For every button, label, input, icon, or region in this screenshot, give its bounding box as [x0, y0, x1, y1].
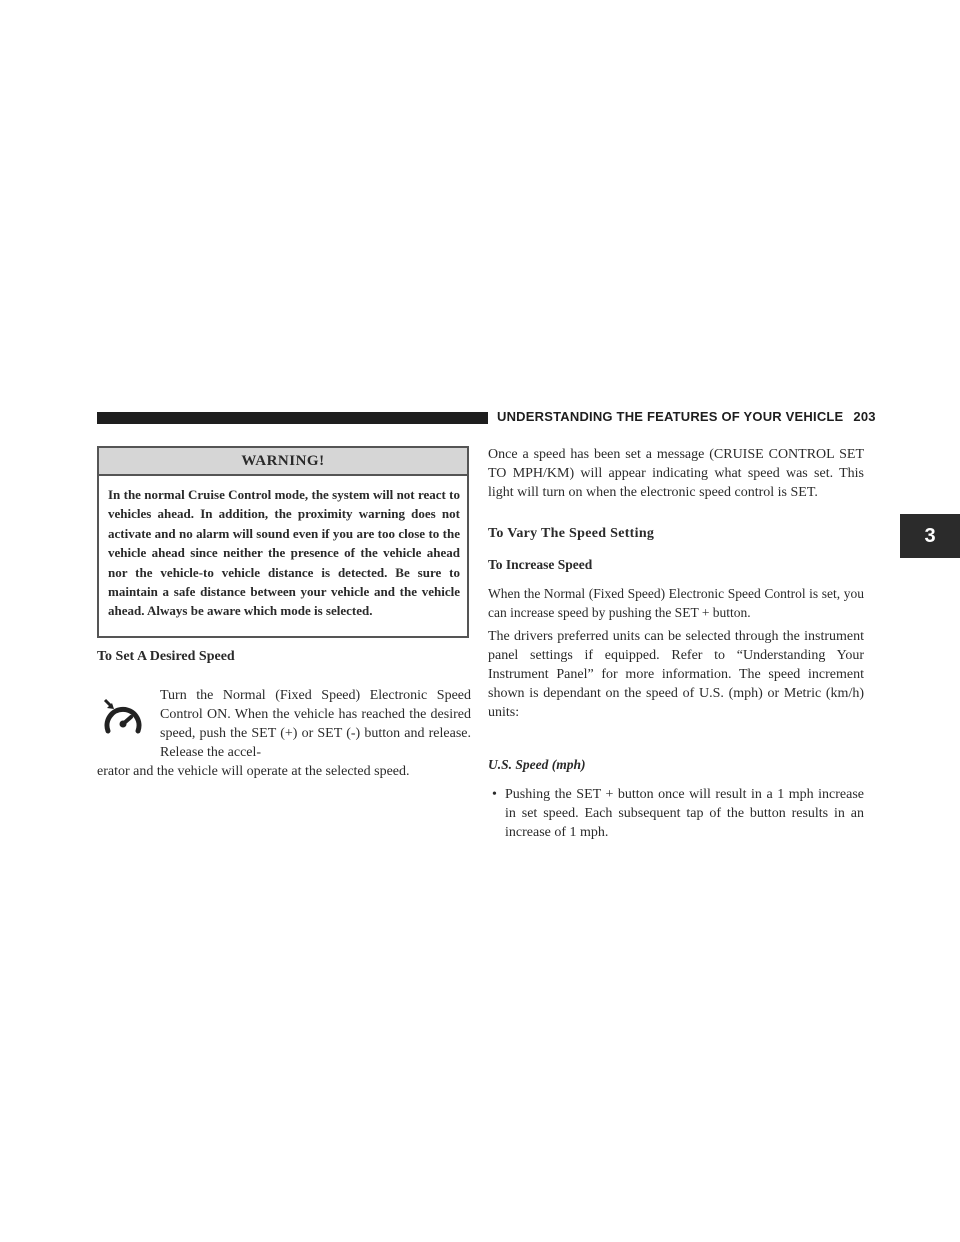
units-paragraph: The drivers preferred units can be selected through the instrument panel settings if equipped. Refer to “Understanding Your Instrument Panel” for more information. The speed increment shown is dependant on the speed of U.S. (mph) or Metric (km/h) units:	[488, 629, 864, 720]
running-header	[497, 409, 877, 424]
cruise-message-paragraph: Once a speed has been set a message (CRUISE CONTROL SET TO MPH/KM) will appear indicating what speed was set. This light will turn on when the electronic speed control is SET.	[488, 447, 864, 500]
heading-increase-speed: To Increase Speed	[488, 557, 593, 572]
set-speed-paragraph-end: erator and the vehicle will operate at the selected speed.	[97, 764, 410, 779]
warning-title: WARNING!	[99, 448, 467, 476]
set-speed-paragraph: Turn the Normal (Fixed Speed) Electronic Speed Control ON. When the vehicle has reached the desired speed, push the SET (+) or SET (-) button and release. Release the accel-	[160, 688, 471, 760]
header-bar	[97, 412, 488, 424]
increase-speed-paragraph: When the Normal (Fixed Speed) Electronic Speed Control is set, you can increase speed by pushing the SET + button.	[488, 586, 864, 620]
heading-vary-speed: To Vary The Speed Setting	[488, 526, 655, 541]
bullet-item	[488, 785, 864, 842]
chapter-tab: 3	[900, 514, 960, 558]
bullet-text: Pushing the SET + button once will result in a 1 mph increase in set speed. Each subsequent tap of the button results in an increase of 1 mph.	[505, 787, 864, 840]
speedometer-icon	[100, 697, 146, 743]
page-number: 203	[853, 409, 876, 424]
header-title: UNDERSTANDING THE FEATURES OF YOUR VEHICLE	[497, 409, 844, 424]
heading-set-desired-speed: To Set A Desired Speed	[97, 649, 235, 664]
warning-box	[97, 446, 469, 638]
bullet-dot: •	[492, 787, 497, 802]
warning-body: In the normal Cruise Control mode, the system will not react to vehicles ahead. In addition, the proximity warning does not activate and no alarm will sound even if you are too close to the vehicle ahead since neither the presence of the vehicle ahead nor the vehicle-to vehicle distance is detected. Be sure to maintain a safe distance between your vehicle and the vehicle ahead. Always be aware which mode is selected.	[108, 487, 460, 619]
heading-us-speed: U.S. Speed (mph)	[488, 757, 586, 772]
